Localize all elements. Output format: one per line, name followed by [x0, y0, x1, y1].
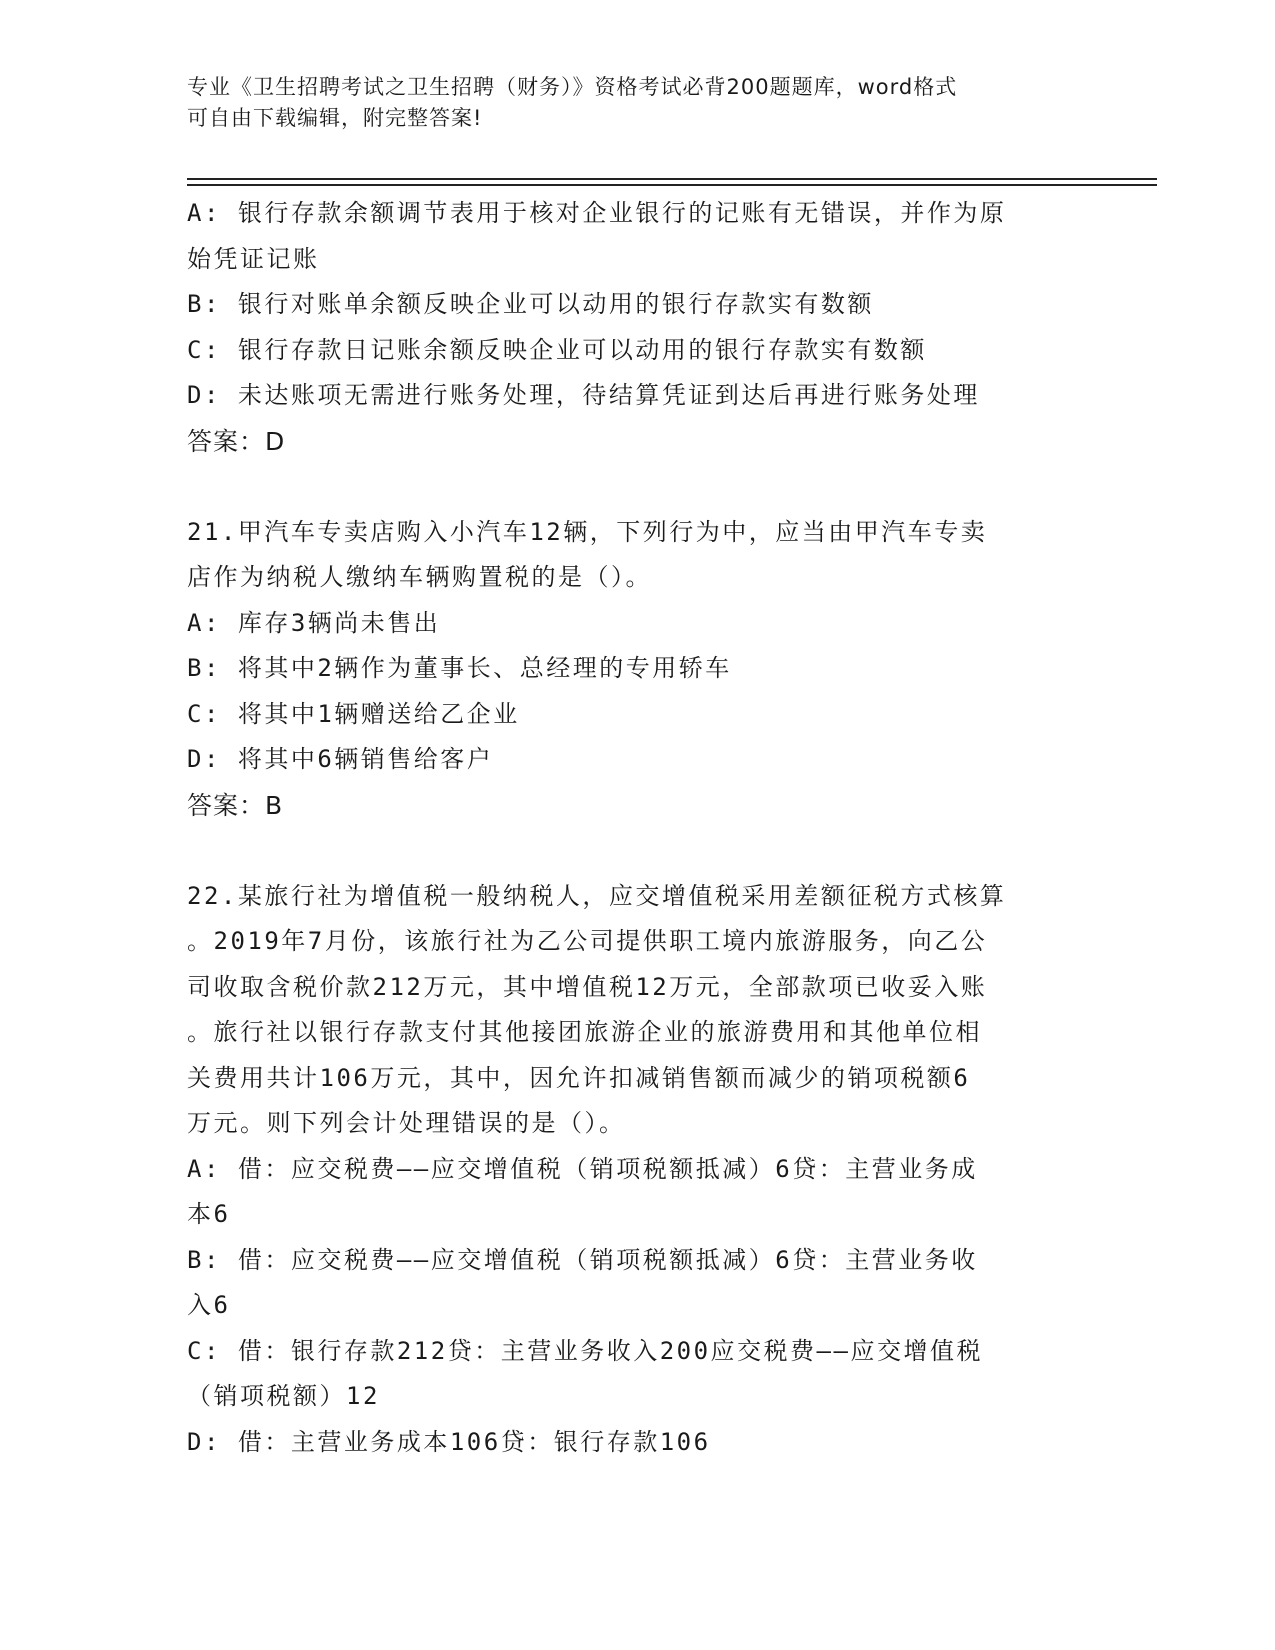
q20-option-a-line-2: 始凭证记账 [187, 244, 320, 273]
q22-stem-line-2: 。2019年7月份，该旅行社为乙公司提供职工境内旅游服务，向乙公 [187, 927, 988, 955]
q22-option-a-line-1: A: 借：应交税费——应交增值税（销项税额抵减）6贷：主营业务成 [187, 1154, 978, 1183]
header-divider-bottom [187, 184, 1157, 186]
q22-option-c-line-2: （销项税额）12 [187, 1382, 380, 1410]
q22-stem-line-3: 司收取含税价款212万元，其中增值税12万元，全部款项已收妥入账 [187, 972, 988, 1001]
q21-option-d: D: 将其中6辆销售给客户 [187, 745, 494, 773]
header-title-line-2: 可自由下载编辑，附完整答案! [187, 106, 483, 130]
q22-option-b-line-1: B: 借：应交税费——应交增值税（销项税额抵减）6贷：主营业务收 [187, 1245, 978, 1274]
q22-option-d: D: 借：主营业务成本106贷：银行存款106 [187, 1427, 711, 1456]
q20-option-b: B: 银行对账单余额反映企业可以动用的银行存款实有数额 [187, 290, 874, 318]
q20-option-d: D: 未达账项无需进行账务处理，待结算凭证到达后再进行账务处理 [187, 381, 980, 409]
q21-option-a: A: 库存3辆尚未售出 [187, 608, 441, 637]
q21-stem-line-1: 21.甲汽车专卖店购入小汽车12辆，下列行为中，应当由甲汽车专卖 [187, 517, 988, 546]
question-content [187, 191, 1077, 1465]
q22-option-c-line-1: C: 借：银行存款212贷：主营业务收入200应交税费——应交增值税 [187, 1336, 983, 1365]
q20-answer: 答案：D [187, 426, 286, 456]
header-divider-top [187, 178, 1157, 180]
q21-option-c: C: 将其中1辆赠送给乙企业 [187, 699, 520, 728]
q21-answer: 答案：B [187, 790, 284, 820]
spacer [187, 464, 1077, 510]
q22-stem-line-5: 关费用共计106万元，其中，因允许扣减销售额而减少的销项税额6 [187, 1063, 971, 1092]
q22-stem-line-1: 22.某旅行社为增值税一般纳税人，应交增值税采用差额征税方式核算 [187, 881, 1007, 910]
q21-option-b: B: 将其中2辆作为董事长、总经理的专用轿车 [187, 654, 732, 682]
q20-option-c: C: 银行存款日记账余额反映企业可以动用的银行存款实有数额 [187, 335, 927, 364]
q22-option-a-line-2: 本6 [187, 1200, 231, 1228]
q22-option-b-line-2: 入6 [187, 1291, 231, 1319]
header-title-line-1: 专业《卫生招聘考试之卫生招聘（财务）》资格考试必背200题题库，word格式 [187, 75, 958, 99]
q22-stem-line-4: 。旅行社以银行存款支付其他接团旅游企业的旅游费用和其他单位相 [187, 1018, 982, 1046]
spacer [187, 828, 1077, 874]
q22-stem-line-6: 万元。则下列会计处理错误的是（）。 [187, 1109, 626, 1137]
q21-stem-line-2: 店作为纳税人缴纳车辆购置税的是（）。 [187, 563, 652, 591]
q20-option-a-line-1: A: 银行存款余额调节表用于核对企业银行的记账有无错误，并作为原 [187, 199, 1007, 227]
document-header [187, 72, 1067, 134]
